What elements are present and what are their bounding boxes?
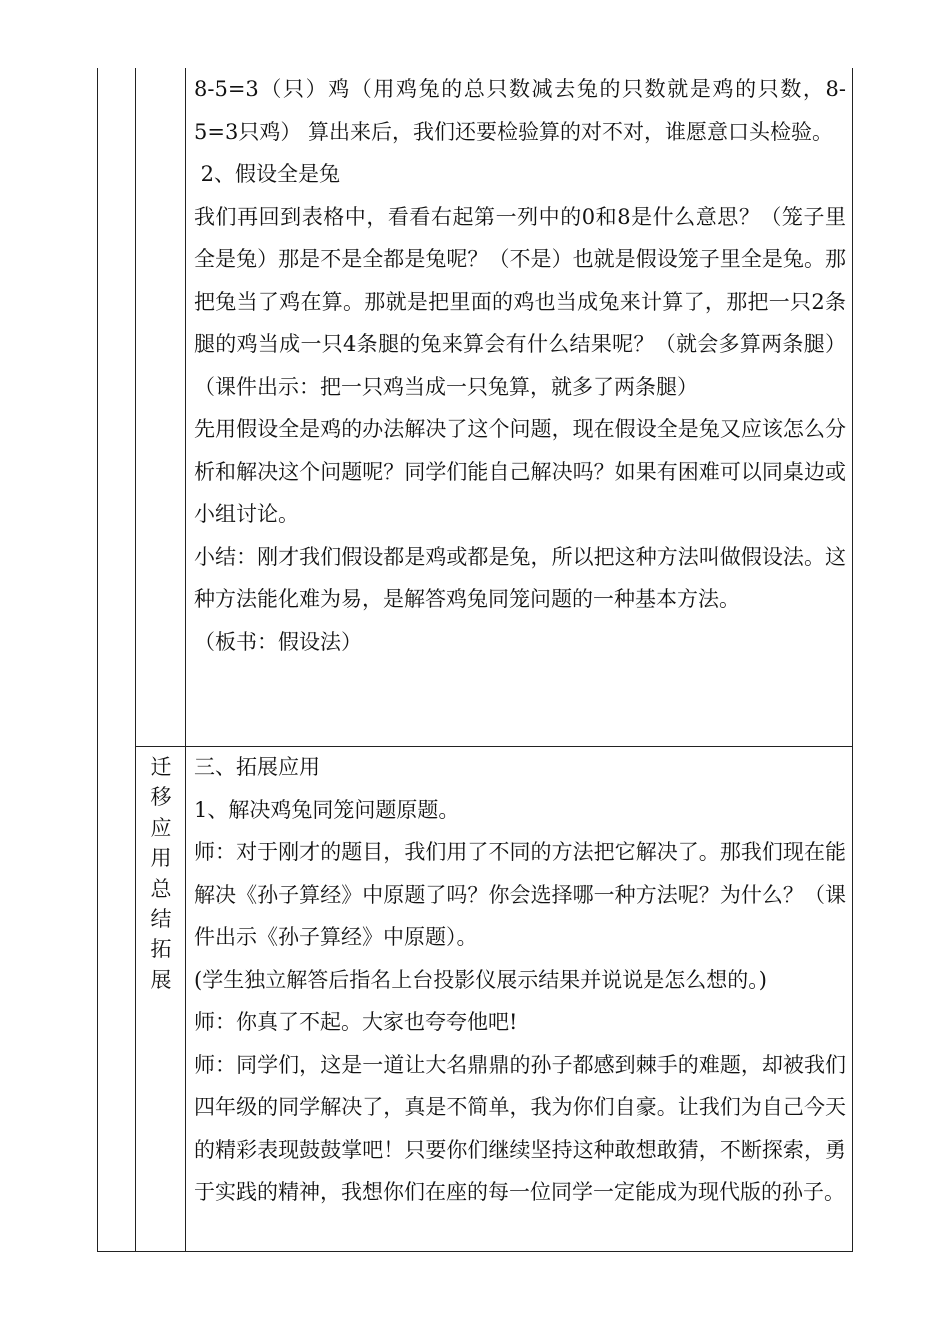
section-label-char: 结	[150, 907, 172, 932]
section-heading-extension: 三、拓展应用	[194, 755, 320, 779]
paragraph-original-problem: 1、解决鸡兔同笼问题原题。	[194, 797, 460, 822]
section-label-extension	[138, 752, 184, 995]
table-left-border	[97, 68, 98, 1252]
paragraph-assume-rabbit-heading: 2、假设全是兔	[194, 162, 341, 186]
table-column-divider-1	[135, 68, 136, 1252]
table-bottom-border	[97, 1251, 853, 1252]
section-label-char: 总	[150, 876, 172, 901]
lesson-content-row-2	[194, 746, 846, 1214]
paragraph-summary: 小结：刚才我们假设都是鸡或都是兔，所以把这种方法叫做假设法。这种方法能化难为易，是解答鸡兔同笼问题的一种基本方法。	[194, 544, 846, 611]
paragraph-teacher-closing: 师：同学们，这是一道让大名鼎鼎的孙子都感到棘手的难题，却被我们四年级的同学解决了，真是不简单，我为你们自豪。让我们为自己今天的精彩表现鼓鼓掌吧！只要你们继续坚持这种敢想敢猜，不断探索，勇于实践的精神，我想你们在座的每一位同学一定能成为现代版的孙子。	[194, 1052, 846, 1204]
section-label-char: 移	[150, 785, 172, 810]
lesson-content-row-1	[194, 68, 846, 663]
table-right-border	[852, 68, 853, 1252]
section-label-char: 应	[150, 815, 172, 840]
paragraph-assume-rabbit-explanation: 我们再回到表格中，看看右起第一列中的0和8是什么意思？（笼子里全是兔）那是不是全都是兔呢？（不是）也就是假设笼子里全是兔。那把兔当了鸡在算。那就是把里面的鸡也当成兔来计算了，那把一只2条腿的鸡当成一只4条腿的兔来算会有什么结果呢？（就会多算两条腿）（课件出示：把一只鸡当成一只兔算，就多了两条腿）	[194, 204, 846, 399]
section-label-char: 拓	[150, 937, 172, 962]
paragraph-chicken-count: 8-5=3（只）鸡（用鸡兔的总只数减去兔的只数就是鸡的只数，8-5=3只鸡） 算出来后，我们还要检验算的对不对，谁愿意口头检验。	[194, 77, 846, 144]
section-label-char: 展	[150, 967, 172, 992]
paragraph-student-presentation: (学生独立解答后指名上台投影仪展示结果并说说是怎么想的。)	[194, 967, 767, 992]
paragraph-group-discussion: 先用假设全是鸡的办法解决了这个问题，现在假设全是兔又应该怎么分析和解决这个问题呢？同学们能自己解决吗？如果有困难可以同桌边或小组讨论。	[194, 417, 846, 526]
table-column-divider-2	[185, 68, 186, 1252]
section-label-char: 迁	[150, 755, 172, 779]
paragraph-teacher-question: 师：对于刚才的题目，我们用了不同的方法把它解决了。那我们现在能解决《孙子算经》中原题了吗？你会选择哪一种方法呢？为什么？（课件出示《孙子算经》中原题）。	[194, 840, 846, 949]
section-label-char: 用	[150, 846, 172, 871]
paragraph-board-note: （板书：假设法）	[194, 629, 362, 654]
paragraph-teacher-praise: 师：你真了不起。大家也夸夸他吧!	[194, 1010, 518, 1034]
